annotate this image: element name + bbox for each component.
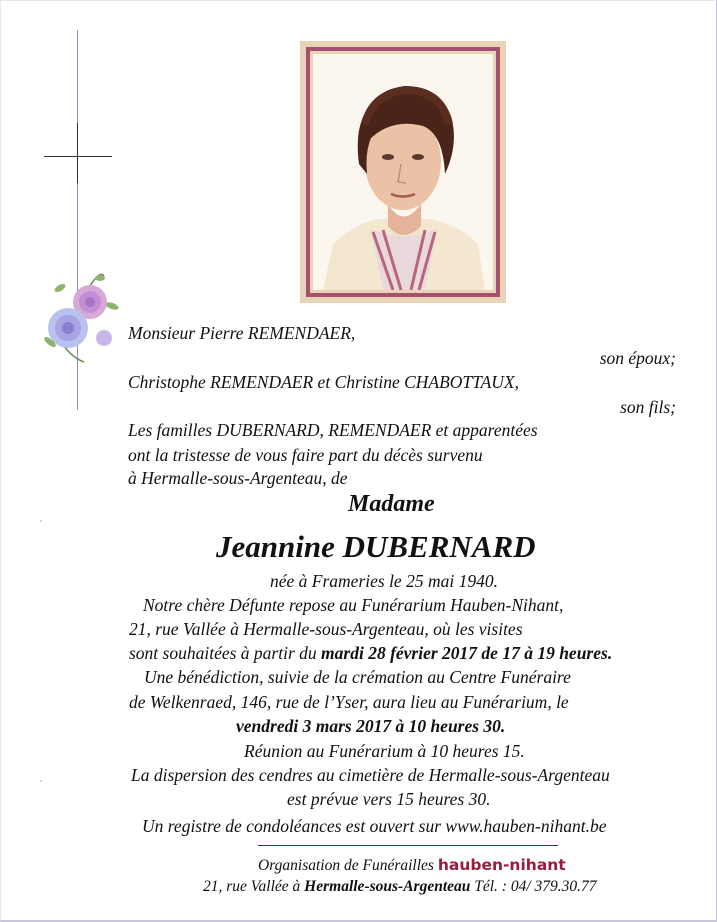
- announcement-husband: Monsieur Pierre REMENDAER,: [128, 323, 356, 343]
- footer-address: [203, 877, 597, 897]
- announcement-families: Les familles DUBERNARD, REMENDAER et apparentées: [128, 420, 538, 440]
- deceased-name: Jeannine DUBERNARD: [216, 529, 536, 564]
- cross-stem: [77, 123, 78, 183]
- deceased-title: Madame: [348, 491, 435, 517]
- footer-organisation: [258, 855, 566, 876]
- cross-icon: [44, 156, 112, 157]
- footer-phone: Tél. : 04/ 379.30.77: [470, 878, 597, 895]
- footer-org-prefix: Organisation de Funérailles: [258, 857, 438, 874]
- portrait-photo: [300, 41, 506, 303]
- speck: [40, 780, 42, 782]
- announcement-place: à Hermalle-sous-Argenteau, de: [128, 468, 348, 488]
- relation-son: son fils;: [620, 397, 676, 417]
- repose-line-2: 21, rue Vallée à Hermalle-sous-Argenteau, où les visites: [129, 619, 523, 639]
- footer-divider: [258, 845, 558, 846]
- brand-logo: hauben-nihant: [437, 856, 566, 874]
- blessing-line-2: de Welkenraed, 146, rue de l’Yser, aura lieu au Funérarium, le: [129, 692, 569, 712]
- visits-prefix: sont souhaitées à partir du: [129, 643, 322, 663]
- dispersion-line-2: est prévue vers 15 heures 30.: [287, 789, 491, 809]
- announcement-son: Christophe REMENDAER et Christine CHABOTTAUX,: [128, 372, 519, 392]
- roses-icon: [38, 266, 122, 364]
- photo-border: [306, 47, 500, 297]
- reunion-line: Réunion au Funérarium à 10 heures 15.: [244, 741, 525, 761]
- blessing-line-1: Une bénédiction, suivie de la crémation au Centre Funéraire: [144, 667, 571, 687]
- condolence-register: Un registre de condoléances est ouvert sur www.hauben-nihant.be: [142, 816, 607, 836]
- announcement-sadness: ont la tristesse de vous faire part du décès survenu: [128, 445, 483, 465]
- footer-address-prefix: 21, rue Vallée à: [203, 878, 305, 895]
- blessing-date: vendredi 3 mars 2017 à 10 heures 30.: [236, 716, 506, 736]
- relation-spouse: son époux;: [599, 348, 676, 368]
- visits-line: [129, 643, 612, 663]
- repose-line-1: Notre chère Défunte repose au Funérarium Hauben-Nihant,: [143, 595, 564, 615]
- portrait-image: [313, 54, 493, 290]
- birth-info: née à Frameries le 25 mai 1940.: [270, 571, 498, 591]
- footer-address-town: Hermalle-sous-Argenteau: [304, 878, 471, 895]
- speck: [40, 520, 42, 522]
- dispersion-line-1: La dispersion des cendres au cimetière de Hermalle-sous-Argenteau: [131, 765, 610, 785]
- visits-date: mardi 28 février 2017 de 17 à 19 heures.: [321, 643, 613, 663]
